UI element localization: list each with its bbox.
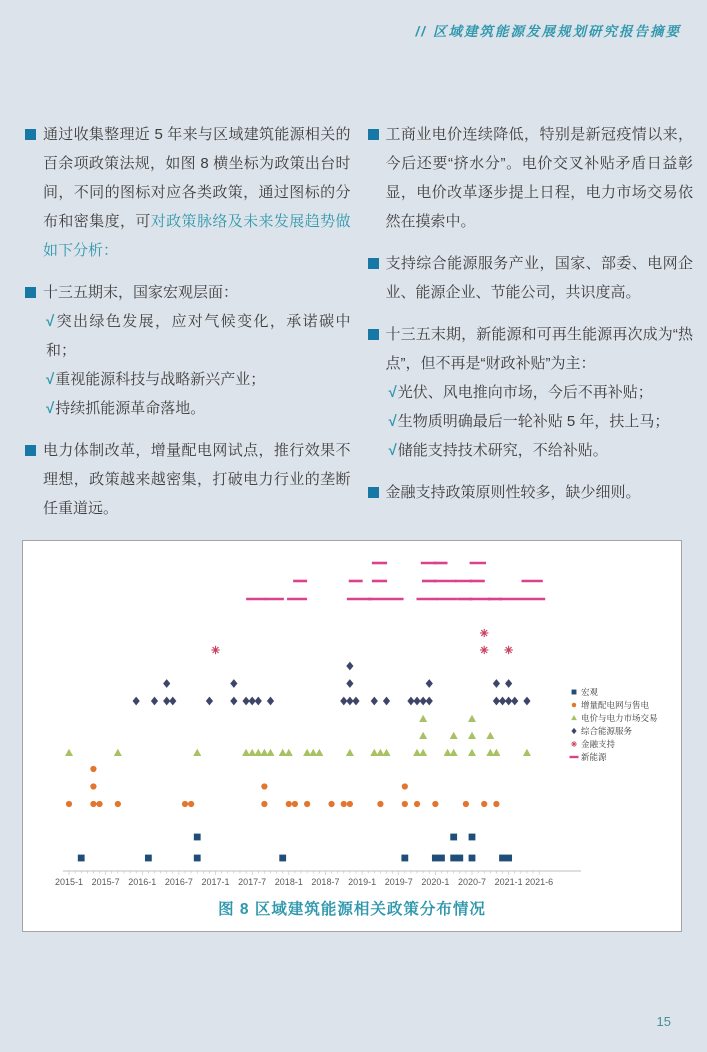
svg-text:2021-1: 2021-1 bbox=[494, 877, 523, 887]
svg-text:增量配电网与售电: 增量配电网与售电 bbox=[581, 700, 650, 710]
bullet-lead-text: 金融支持政策原则性较多，缺少细则。 bbox=[385, 484, 641, 501]
legend-item bbox=[571, 739, 616, 749]
bullet-lead-text: 电力体制改革，增量配电网试点，推行效果不理想，政策越来越密集，打破电力行业的垄断任重道远。 bbox=[43, 442, 351, 517]
bullet-square-icon bbox=[368, 129, 379, 140]
report-header bbox=[415, 20, 681, 40]
check-mark-icon: √ bbox=[46, 400, 55, 417]
chart-legend bbox=[570, 687, 658, 762]
legend-item bbox=[570, 752, 608, 762]
svg-text:2016-7: 2016-7 bbox=[164, 877, 193, 887]
svg-text:2017-1: 2017-1 bbox=[201, 877, 230, 887]
bullet-item bbox=[368, 249, 694, 307]
check-item-text: 储能支持技术研究，不给补贴。 bbox=[397, 442, 608, 459]
bullet-lead-text: 十三五期末，国家宏观层面： bbox=[43, 284, 239, 301]
bullet-item bbox=[25, 120, 351, 265]
bullet-item bbox=[368, 320, 694, 465]
series-dash bbox=[246, 563, 545, 599]
header-title: 区域建筑能源发展规划研究报告摘要 bbox=[433, 24, 681, 39]
bullet-item bbox=[368, 120, 694, 236]
check-item bbox=[43, 365, 351, 394]
bullet-item bbox=[368, 478, 694, 507]
svg-text:2016-1: 2016-1 bbox=[128, 877, 157, 887]
series-square bbox=[78, 834, 512, 862]
check-mark-icon: √ bbox=[388, 442, 397, 459]
series-asterisk bbox=[211, 629, 512, 654]
check-item-text: 持续抓能源革命落地。 bbox=[55, 400, 206, 417]
figure-8-card bbox=[22, 540, 682, 932]
svg-text:电价与电力市场交易: 电价与电力市场交易 bbox=[581, 713, 658, 723]
highlighted-text: 对政策脉络及未来发展趋势做如下分析： bbox=[43, 213, 351, 259]
svg-text:2019-1: 2019-1 bbox=[348, 877, 377, 887]
bullet-text bbox=[386, 120, 694, 236]
check-mark-icon: √ bbox=[46, 371, 55, 388]
svg-text:金融支持: 金融支持 bbox=[581, 739, 616, 749]
check-item bbox=[43, 307, 351, 365]
check-mark-icon: √ bbox=[388, 413, 397, 430]
svg-text:2018-1: 2018-1 bbox=[274, 877, 303, 887]
bullet-square-icon bbox=[368, 487, 379, 498]
svg-text:2021-6: 2021-6 bbox=[525, 877, 554, 887]
header-slashes-icon: // bbox=[415, 24, 427, 39]
text-columns bbox=[25, 120, 693, 536]
column-left bbox=[25, 120, 351, 536]
bullet-text bbox=[386, 249, 694, 307]
bullet-text bbox=[43, 120, 351, 265]
svg-text:新能源: 新能源 bbox=[581, 752, 607, 762]
svg-text:2018-7: 2018-7 bbox=[311, 877, 340, 887]
bullet-square-icon bbox=[25, 129, 36, 140]
bullet-lead-text: 十三五末期，新能源和可再生能源再次成为“热点”，但不再是“财政补贴”为主： bbox=[385, 326, 693, 372]
bullet-item bbox=[25, 436, 351, 523]
bullet-lead-text: 工商业电价连续降低，特别是新冠疫情以来，今后还要“挤水分”。电价交叉补贴矛盾日益彰显，电价改革逐步提上日程，电力市场交易依然在摸索中。 bbox=[385, 126, 693, 230]
bullet-text bbox=[43, 436, 351, 523]
check-item bbox=[386, 378, 694, 407]
check-item-text: 重视能源科技与战略新兴产业； bbox=[55, 371, 266, 388]
svg-text:综合能源服务: 综合能源服务 bbox=[581, 726, 633, 736]
check-item bbox=[386, 436, 694, 465]
svg-text:2015-1: 2015-1 bbox=[54, 877, 84, 887]
svg-text:2019-7: 2019-7 bbox=[384, 877, 413, 887]
bullet-square-icon bbox=[368, 258, 379, 269]
bullet-square-icon bbox=[25, 287, 36, 298]
check-item bbox=[386, 407, 694, 436]
legend-item bbox=[571, 726, 632, 736]
series-diamond bbox=[133, 662, 531, 706]
series-circle bbox=[66, 766, 500, 807]
bullet-square-icon bbox=[25, 445, 36, 456]
svg-text:2020-7: 2020-7 bbox=[457, 877, 487, 887]
bullet-text bbox=[386, 478, 694, 507]
bullet-text bbox=[43, 278, 351, 423]
svg-text:2017-7: 2017-7 bbox=[238, 877, 267, 887]
check-item-text: 光伏、风电推向市场，今后不再补贴； bbox=[397, 384, 653, 401]
svg-text:2015-7: 2015-7 bbox=[91, 877, 120, 887]
bullet-lead-text: 支持综合能源服务产业，国家、部委、电网企业、能源企业、节能公司，共识度高。 bbox=[385, 255, 693, 301]
check-mark-icon: √ bbox=[46, 313, 55, 330]
bullet-item bbox=[25, 278, 351, 423]
policy-scatter-chart bbox=[23, 541, 681, 891]
svg-text:宏观: 宏观 bbox=[581, 687, 599, 697]
bullet-square-icon bbox=[368, 329, 379, 340]
column-right bbox=[368, 120, 694, 536]
check-item-text: 生物质明确最后一轮补贴 5 年，扶上马； bbox=[397, 413, 670, 430]
legend-item bbox=[572, 687, 599, 697]
legend-item bbox=[572, 700, 650, 710]
bullet-lead-text: 通过收集整理近 5 年来与区域建筑能源相关的百余项政策法规，如图 8 横坐标为政策出台时间，不同的图标对应各类政策，通过图标的分布和密集度，可 bbox=[43, 126, 351, 230]
legend-item bbox=[571, 713, 657, 723]
series-triangle bbox=[65, 715, 531, 756]
page-number: 15 bbox=[656, 1014, 671, 1029]
figure-caption: 图 8 区域建筑能源相关政策分布情况 bbox=[218, 901, 486, 918]
x-axis bbox=[55, 871, 581, 887]
bullet-text bbox=[386, 320, 694, 465]
check-item-text: 突出绿色发展，应对气候变化，承诺碳中和； bbox=[46, 313, 351, 359]
svg-text:2020-1: 2020-1 bbox=[421, 877, 450, 887]
check-mark-icon: √ bbox=[388, 384, 397, 401]
check-item bbox=[43, 394, 351, 423]
